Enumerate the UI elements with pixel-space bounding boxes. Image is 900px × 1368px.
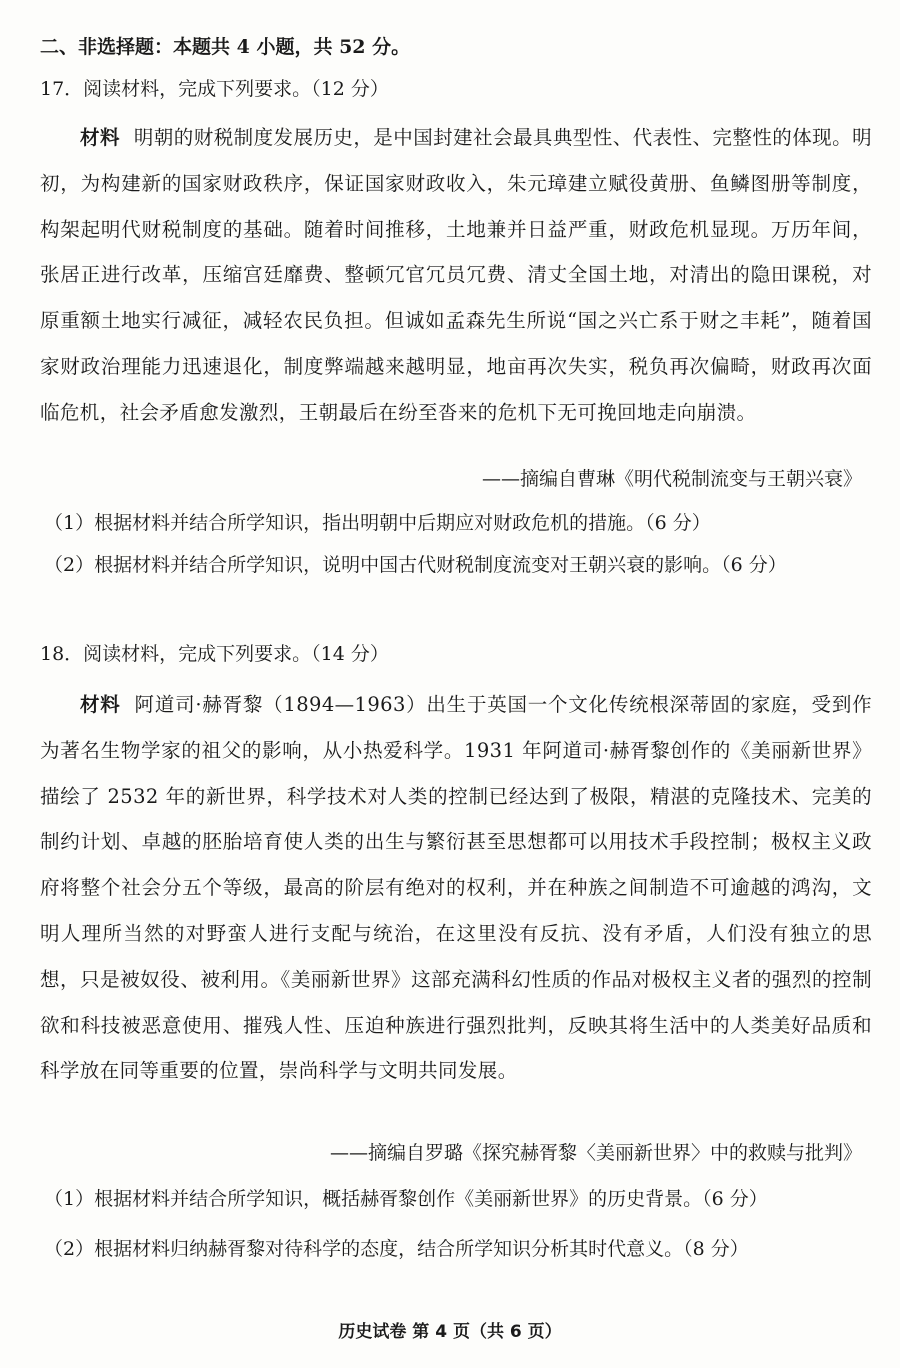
question-17-sub-1: （1）根据材料并结合所学知识，指出明朝中后期应对财政危机的措施。（6 分） [44, 512, 711, 534]
material-label: 材料 [80, 126, 120, 149]
question-17-heading: 17．阅读材料，完成下列要求。（12 分） [40, 78, 389, 100]
question-18-sub-2: （2）根据材料归纳赫胥黎对待科学的态度，结合所学知识分析其时代意义。（8 分） [44, 1238, 749, 1260]
question-17-material [40, 115, 872, 436]
material-text: 阿道司·赫胥黎（1894—1963）出生于英国一个文化传统根深蒂固的家庭，受到作为著名生物学家的祖父的影响，从小热爱科学。1931 年阿道司·赫胥黎创作的《美丽新世界》描绘了 2532 年的新世界，科学技术对人类的控制已经达到了极限，精湛的克隆技术、完美的制约计划、卓越的胚胎培育使人类的出生与繁衍甚至思想都可以用技术手段控制；极权主义政府将整个社会分五个等级，最高的阶层有绝对的权利，并在种族之间制造不可逾越的鸿沟，文明人理所当然的对野蛮人进行支配与统治，在这里没有反抗、没有矛盾，人们没有独立的思想，只是被奴役、被利用。《美丽新世界》这部充满科幻性质的作品对极权主义者的强烈的控制欲和科技被恶意使用、摧残人性、压迫种族进行强烈批判，反映其将生活中的人类美好品质和科学放在同等重要的位置，崇尚科学与文明共同发展。 [40, 693, 872, 1083]
question-18-material [40, 682, 872, 1094]
page-footer: 历史试卷 第 4 页（共 6 页） [338, 1322, 562, 1342]
question-17-sub-2: （2）根据材料并结合所学知识，说明中国古代财税制度流变对王朝兴衰的影响。（6 分） [44, 554, 787, 576]
question-18-heading: 18．阅读材料，完成下列要求。（14 分） [40, 643, 389, 665]
question-17-source: ——摘编自曹琳《明代税制流变与王朝兴衰》 [481, 468, 862, 490]
section-title: 二、非选择题：本题共 4 小题，共 52 分。 [40, 36, 411, 58]
question-18-sub-1: （1）根据材料并结合所学知识，概括赫胥黎创作《美丽新世界》的历史背景。（6 分） [44, 1188, 768, 1210]
material-label: 材料 [80, 693, 121, 716]
question-18-source: ——摘编自罗璐《探究赫胥黎〈美丽新世界〉中的救赎与批判》 [329, 1142, 862, 1164]
material-text: 明朝的财税制度发展历史，是中国封建社会最具典型性、代表性、完整性的体现。明初，为构建新的国家财政秩序，保证国家财政收入，朱元璋建立赋役黄册、鱼鳞图册等制度，构架起明代财税制度的基础。随着时间推移，土地兼并日益严重，财政危机显现。万历年间，张居正进行改革，压缩宫廷靡费、整顿冗官冗员冗费、清丈全国土地，对清出的隐田课税，对原重额土地实行减征，减轻农民负担。但诚如孟森先生所说“国之兴亡系于财之丰耗”，随着国家财政治理能力迅速退化，制度弊端越来越明显，地亩再次失实，税负再次偏畸，财政再次面临危机，社会矛盾愈发激烈，王朝最后在纷至沓来的危机下无可挽回地走向崩溃。 [40, 126, 872, 424]
